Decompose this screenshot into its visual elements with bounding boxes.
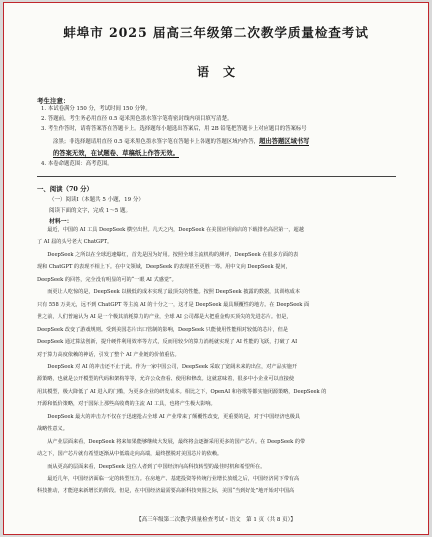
passage-line: 科技推动，才能迎来新增长的阶段。但是，在中国经济最需要高新科技突围之际，美国“当到好处”地开始对中国高 [37,488,295,495]
subject-heading: 语文 [196,65,249,79]
passage-line: 开源和低价策略，对于国际上那些高收费的主流 AI 工具，也将产生极大影响。 [37,401,216,408]
notice-item-4: 4. 本卷命题范围：高考范围。 [41,161,113,167]
passage-line: 了 AI 届的头号老大 ChatGPT。 [37,239,113,246]
passage-line: 动之下，国产芯片就有希望逐渐从中低端走向高端，最终摆脱对美国芯片的依赖。 [37,451,223,458]
passage-line: 从产业层面来看，DeepSeek 将来如果能够继续大发展，最终将会逐渐采用更多的国产芯片。在 DeepSeek 的带 [37,438,306,445]
notice-warning-continuation [53,148,179,157]
passage-line: DeepSeek 通过算法创新，提升硬件利用效率等方式，反而用较少的算力消耗就实现了 AI 性能的飞跃，打破了 AI [37,339,298,346]
passage-line: 最近，中国的 AI 工具 DeepSeek 横空出世。几天之内，DeepSeek 在美国应用商店的下载排名高居第一，超越 [37,227,304,233]
passage-line: DeepSeek 之所以在全球迅速爆红，首先是因为好用。按照全球主流机构的测评，DeepSeek 在很多方面的表 [37,251,299,258]
notice-item-1: 1. 本试卷满分 150 分，考试时间 150 分钟。 [41,106,151,112]
notice-divider [37,176,396,177]
passage-line: 而从更高的层面来看，DeepSeek 这位人者到了中国经济向高科技转型的最佳时机和希望所在。 [37,463,266,470]
passage-line: 最近几年，中国经济面临一定的转型压力。在房地产、基建投资等传统行业增长放缓之后，中国经济同下带有高 [37,476,300,482]
page-footer: 【高三年级第二次教学质量检查考试・语文 第 1 页（共 8 页）】 [136,517,296,523]
passage-line: 而更让人吃惊的是，DeepSeek 以极低的成本实现了最顶尖的性能。按照 DeepSeek 披露的数据，其训练成本 [37,289,300,296]
subsection-heading: （一）阅读Ⅰ（本题共 5 小题，19 分） [49,197,144,203]
passage-line: 世之前，人们普遍认为 AI 是一个极其消耗算力的产业，全球 AI 公司都是大把重金购买顶尖的先进芯片。但是， [37,314,292,321]
material-label: 材料一： [49,218,73,225]
passage-line: 用其模型，极大降低了 AI 进入的门槛，为更多企业的研发成本。相比之下，OpenAI 和谷歌等都实施闭源策略，DeepSeek 的 [37,388,327,395]
notice-item-2: 2. 答题前，考生务必用直径 0.5 毫米黑色墨水签字笔将密封线内项目填写清楚。 [41,116,233,122]
notice-item-3-continuation [53,136,309,145]
passage-line: DeepSeek 最大的冲击力不仅在于迅速抢占全球 AI 产业带来了颠覆性改变，更重要的是，对于中国经济也极具 [37,413,301,420]
notice-item-3-text: 涂黑；非选择题请用直径 0.5 毫米黑色墨水签字笔在答题卡上各题的答题区域内作答， [53,139,260,145]
passage-line: DeepSeek 的回答，完全没有明显的可的“一眼 AI 式感觉”。 [37,276,177,283]
passage-line: DeepSeek 改变了游戏规则。受到美国芯片出口管制的影响，DeepSeek 只能使用性能相对较低的芯片，但是 [37,326,289,333]
notice-warning-text: 的答案无效，在试题卷、草稿纸上作答无效。 [53,150,179,157]
passage-line: DeepSeek 对 AI 的冲击还不止于此。作为一家中国公司，DeepSeek 采取了宽阔未来的出位，对产品实施开 [37,363,298,370]
passage-line: 现和 ChatGPT 的表现不相上下。在中文领域，DeepSeek 的表现甚至更胜一筹。用中文向 DeepSeek 提问， [37,264,291,271]
notice-heading: 考生注意： [37,97,70,105]
section-heading: 一、阅读（70 分） [37,185,93,193]
reading-instruction: 阅读下面的文字，完成 1～5 题。 [49,208,131,214]
passage-line: 战略性意义。 [37,426,68,433]
notice-item-3: 3. 考生作答时，请将答案答在答题卡上。选择题每小题选出答案后，用 2B 铅笔把答题卡上对应题目的答案标号 [41,126,307,132]
passage-line: 源策略，也就是公开模型的代码和架构等等，允许公众查看、使用和修改。这就意味着，很多中小企业可以直接使 [37,376,295,383]
passage-line: 只有 558 万美元，远不到 ChatGPT 等主流 AI 的十分之一，这才是 DeepSeek 最具颠覆性的地方。在 DeepSeek 面 [37,301,310,308]
exam-title: 蚌埠市 2025 届高三年级第二次教学质量检查考试 [63,25,369,40]
exam-page [3,2,429,535]
notice-warning-emphasis: 超出答题区域书写 [259,138,310,145]
passage-line: 对于算力高度依赖的神话，引发了整个 AI 产业链的价值重估。 [37,351,180,358]
